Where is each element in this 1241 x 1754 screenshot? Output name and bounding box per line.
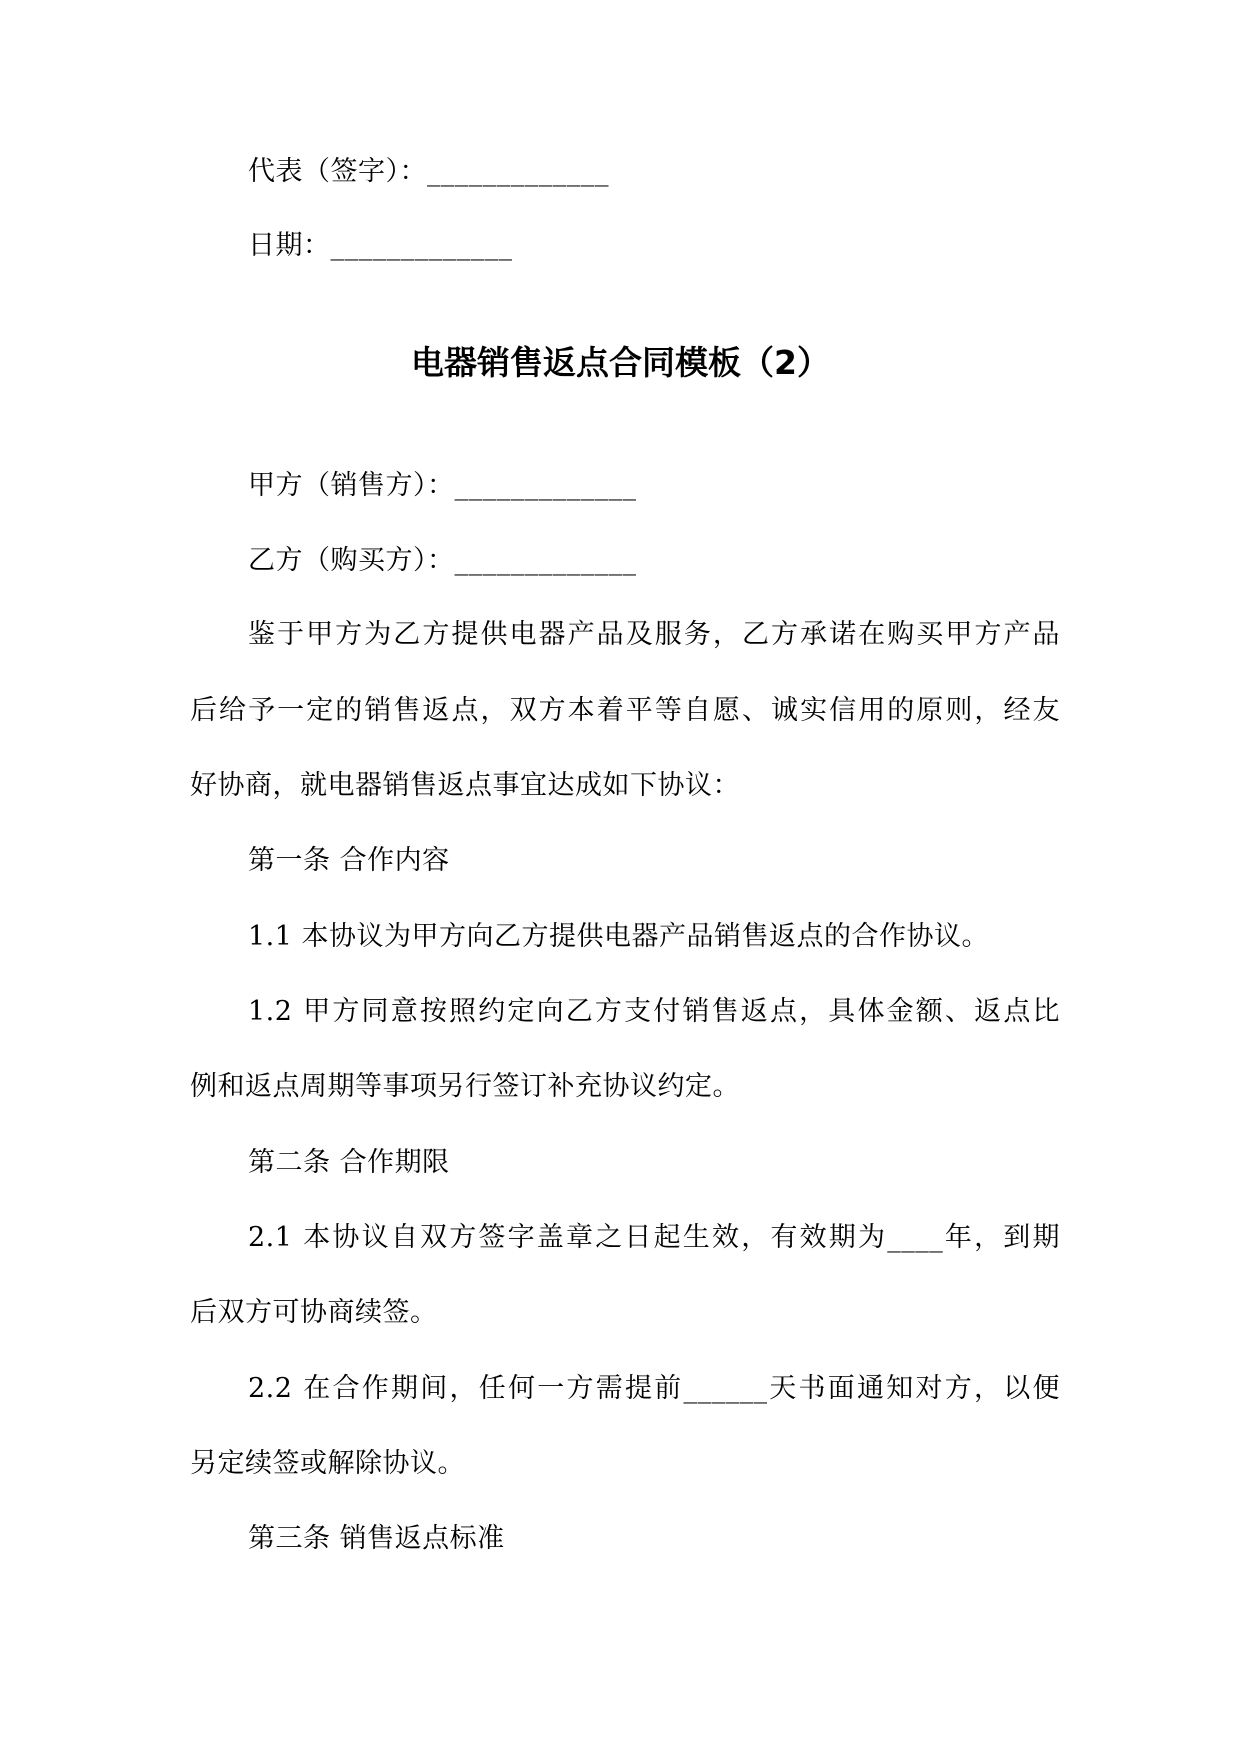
article-3-heading: 第三条 销售返点标准 bbox=[248, 1523, 505, 1554]
party-b-line: 乙方（购买方）：_____________ bbox=[248, 545, 637, 576]
document-title: 电器销售返点合同模板（2） bbox=[411, 343, 830, 382]
preamble-line-2: 后给予一定的销售返点，双方本着平等自愿、诚实信用的原则，经友 bbox=[190, 695, 1060, 726]
clause-2-2-line-2: 另定续签或解除协议。 bbox=[190, 1448, 465, 1479]
clause-2-2-line-1: 2.2 在合作期间，任何一方需提前______天书面通知对方，以便 bbox=[248, 1373, 1060, 1404]
preamble-line-1: 鉴于甲方为乙方提供电器产品及服务，乙方承诺在购买甲方产品 bbox=[248, 619, 1060, 650]
party-a-line: 甲方（销售方）：_____________ bbox=[248, 470, 637, 501]
article-2-heading: 第二条 合作期限 bbox=[248, 1147, 450, 1178]
clause-2-1-line-1: 2.1 本协议自双方签字盖章之日起生效，有效期为____年，到期 bbox=[248, 1222, 1060, 1253]
clause-1-2-line-1: 1.2 甲方同意按照约定向乙方支付销售返点，具体金额、返点比 bbox=[248, 996, 1060, 1027]
representative-signature-line: 代表（签字）：_____________ bbox=[248, 156, 609, 187]
clause-1-2-line-2: 例和返点周期等事项另行签订补充协议约定。 bbox=[190, 1071, 740, 1102]
clause-2-1-line-2: 后双方可协商续签。 bbox=[190, 1297, 438, 1328]
article-1-heading: 第一条 合作内容 bbox=[248, 845, 450, 876]
preamble-line-3: 好协商，就电器销售返点事宜达成如下协议： bbox=[190, 770, 740, 801]
signature-date-line: 日期：_____________ bbox=[248, 230, 513, 261]
clause-1-1: 1.1 本协议为甲方向乙方提供电器产品销售返点的合作协议。 bbox=[248, 921, 990, 952]
